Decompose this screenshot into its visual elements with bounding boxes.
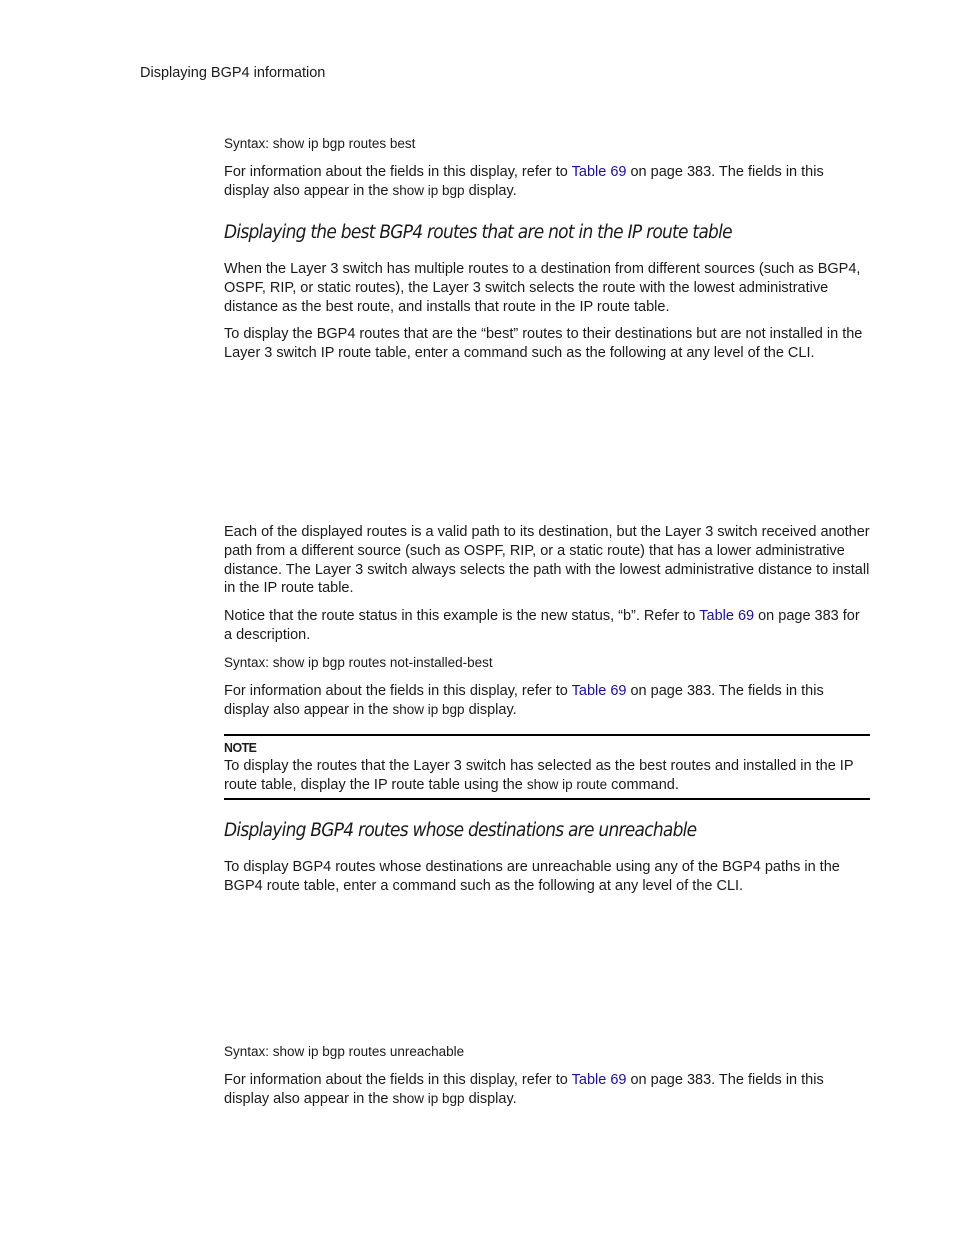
fields-text-a: For information about the fields in this display, refer to [224,164,572,180]
fields-text-a: For information about the fields in this display, refer to [224,683,572,699]
paragraph-unreachable: To display BGP4 routes whose destinations are unreachable using any of the BGP4 paths in the BGP4 route table, enter a command such as the following at any level of the CLI. [224,859,840,894]
running-header: Displaying BGP4 information [140,65,326,81]
status-text-a: Notice that the route status in this example is the new status, “b”. Refer to [224,608,700,624]
note-box [224,734,870,800]
section-heading-unreachable: Displaying BGP4 routes whose destinations are unreachable [224,820,697,841]
note-text [224,757,870,795]
note-label: NOTE [224,740,257,755]
fields-text-a: For information about the fields in this display, refer to [224,1072,572,1088]
syntax-not-installed-best: Syntax: show ip bgp routes not-installed-best [224,655,493,670]
fields-text-c: display. [464,182,517,199]
paragraph-display-best: To display the BGP4 routes that are the “best” routes to their destinations but are not installed in the Layer 3 switch IP route table, enter a command such as the following at any level of the CLI. [224,326,863,361]
fields-text-c: display. [464,1090,517,1107]
syntax-best: Syntax: show ip bgp routes best [224,136,416,151]
paragraph-multiple-routes: When the Layer 3 switch has multiple routes to a destination from different sources (such as BGP4, OSPF, RIP, or static routes), the Layer 3 switch selects the route with the lowest administrative distance as the best route, and installs that route in the IP route table. [224,261,861,315]
table-69-link[interactable]: Table 69 [571,683,627,699]
section-heading-not-installed: Displaying the best BGP4 routes that are not in the IP route table [224,222,732,243]
paragraph-route-status [224,607,870,645]
paragraph-valid-path: Each of the displayed routes is a valid path to its destination, but the Layer 3 switch received another path from a different source (such as OSPF, RIP, or a static route) that has a lower administrative distance. The Layer 3 switch always selects the path with the lowest administrative distance to install in the IP route table. [224,524,870,597]
table-69-link[interactable]: Table 69 [699,608,755,624]
show-ip-bgp-command: show ip bgp [392,701,465,717]
show-ip-bgp-command: show ip bgp [392,182,465,198]
fields-text-b: on page 383. The fields in this display also appear in the [224,164,824,199]
table-69-link[interactable]: Table 69 [571,164,627,180]
fields-reference-1 [224,163,870,201]
show-ip-bgp-command: show ip bgp [392,1090,465,1106]
fields-text-c: display. [464,701,517,718]
fields-text-b: on page 383. The fields in this display also appear in the [224,1072,824,1107]
fields-text-b: on page 383. The fields in this display also appear in the [224,683,824,718]
fields-reference-2 [224,682,870,720]
note-text-a: To display the routes that the Layer 3 switch has selected as the best routes and installed in the IP route table, display the IP route table using the [224,758,854,793]
note-text-b: command. [607,776,679,793]
fields-reference-3 [224,1071,870,1109]
table-69-link[interactable]: Table 69 [571,1072,627,1088]
status-text-b: on page 383 for a description. [224,608,860,643]
show-ip-route-command: show ip route [526,776,608,792]
syntax-unreachable: Syntax: show ip bgp routes unreachable [224,1044,465,1059]
